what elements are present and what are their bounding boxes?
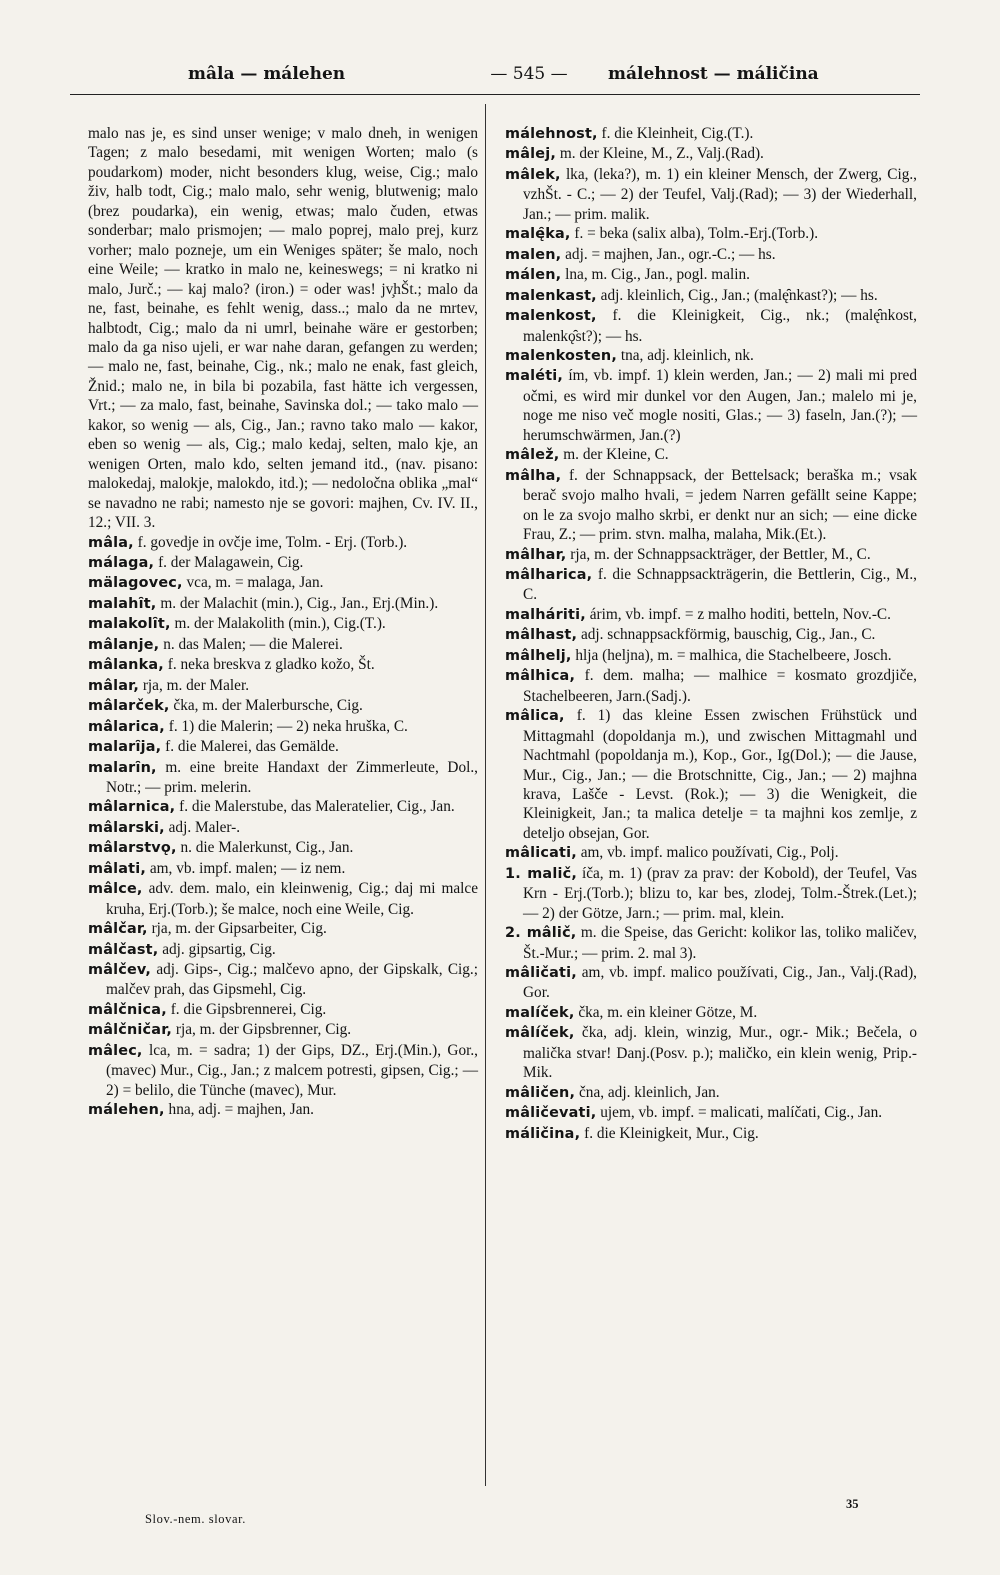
dictionary-entry (88, 614, 478, 634)
header-left-guideword: mâla — málehen (188, 64, 346, 84)
entry-definition: čka, adj. klein, winzig, Mur., ogr.- Mik.; Bečela, o malička stvar! Danj.(Posv. p.); maličko, ein klein wenig, Prip.-Mik. (523, 1024, 917, 1082)
entry-definition: f. der Schnappsack, der Bettelsack; beraška m.; vsak berač svojo malho hvali, = jedem Narren gefällt seine Kappe; on le za svojo malho skrbi, er denkt nur an sich; — eine dicke Frau, Z.; — prim. stvn. malha, malaha, Mik.(Et.). (523, 466, 917, 544)
dictionary-entry (88, 676, 478, 696)
sheet-number: 35 (846, 1497, 859, 1511)
entry-headword: mâla, (88, 534, 134, 551)
entry-headword: malíček, (505, 1004, 575, 1021)
entry-headword: mâlčev, (88, 962, 152, 979)
entry-headword: malę̑ka, (505, 226, 571, 243)
dictionary-entry (505, 224, 917, 244)
entry-definition: lca, m. = sadra; 1) der Gips, DZ., Erj.(Min.), Gor., (mavec) Mur., Cig., Jan.; z malcem potresti, gipsen, Cig.; — 2) = belilo, die Tünche (mavec), Mur. (106, 1041, 478, 1099)
entry-definition: am, vb. impf. malen; — iz nem. (149, 859, 346, 877)
dictionary-entry (505, 605, 917, 625)
dictionary-entry (505, 124, 917, 144)
entry-definition: f. = beka (salix alba), Tolm.-Erj.(Torb.). (574, 225, 819, 243)
dictionary-entry (505, 666, 917, 706)
dictionary-entry (88, 717, 478, 737)
entry-headword: málaga, (88, 554, 155, 571)
entry-definition: árim, vb. impf. = z malho hoditi, betteln, Nov.-C. (589, 605, 891, 623)
entry-definition: m. der Malachit (min.), Cig., Jan., Erj.(Min.). (160, 594, 439, 612)
entry-definition: lka, (leka?), m. 1) ein kleiner Mensch, der Zwerg, Cig., vzhŠt. - C.; — 2) der Teufel, Valj.(Rad); — 3) der Wiederhall, Jan.; — prim. malik. (523, 165, 917, 223)
dictionary-entry (88, 919, 478, 939)
dictionary-entry (505, 306, 917, 346)
entry-headword: maléti, (505, 368, 564, 385)
entry-definition: adj. Gips-, Cig.; malčevo apno, der Gipskalk, Cig.; malčev prah, das Gipsmehl, Cig. (106, 961, 478, 999)
dictionary-entry (505, 625, 917, 645)
entry-headword: malháriti, (505, 606, 586, 623)
entry-definition: ím, vb. impf. 1) klein werden, Jan.; — 2) mali mi pred očmi, es wird mir dunkel vor den Augen, Jan.; malelo mi je, noge me niso več mogle nositi, Glas.; — 3) faseln, Jan.(?); — herumschwärmen, Jan.(?) (523, 367, 917, 444)
dictionary-entry (88, 696, 478, 716)
entry-headword: mâlčničar, (88, 1022, 173, 1039)
dictionary-entry (88, 594, 478, 614)
dictionary-entry (505, 1003, 917, 1023)
entry-definition: čka, m. der Malerbursche, Cig. (173, 697, 363, 715)
entry-definition: rja, m. der Schnappsackträger, der Bettler, M., C. (570, 545, 871, 563)
dictionary-entry (88, 573, 478, 593)
dictionary-entry (505, 843, 917, 863)
dictionary-entry (88, 737, 478, 757)
entry-definition: rja, m. der Gipsarbeiter, Cig. (151, 920, 327, 938)
entry-definition: m. der Kleine, C. (563, 446, 669, 464)
entry-headword: mâlčar, (88, 921, 148, 938)
page-number: — 545 — (490, 64, 568, 84)
dictionary-entry (505, 265, 917, 285)
signature-mark: Slov.-nem. slovar. (145, 1512, 246, 1526)
entry-headword: malarȋja, (88, 739, 162, 756)
entry-headword: mâlati, (88, 860, 147, 877)
dictionary-entry (505, 366, 917, 445)
header-rule (70, 94, 920, 95)
entry-definition: f. der Malagawein, Cig. (158, 553, 304, 571)
entry-headword: 1. malič, (505, 865, 577, 882)
entry-headword: mâličevati, (505, 1105, 597, 1122)
entry-definition: lna, m. Cig., Jan., pogl. malin. (565, 266, 750, 284)
dictionary-entry (88, 960, 478, 1000)
entry-headword: málehnost, (505, 126, 598, 142)
entry-headword: málehen, (88, 1102, 165, 1119)
entry-definition: f. neka breskva z gladko kožo, Št. (167, 656, 375, 674)
dictionary-entry (88, 859, 478, 879)
entry-headword: mâlica, (505, 708, 565, 725)
entry-headword: mâlec, (88, 1042, 143, 1059)
dictionary-entry (88, 655, 478, 675)
dictionary-entry (505, 1124, 917, 1144)
dictionary-entry (505, 165, 917, 224)
entry-headword: malenkosten, (505, 347, 618, 364)
entry-definition: f. die Kleinheit, Cig.(T.). (601, 125, 754, 142)
entry-headword: mâlicati, (505, 845, 577, 862)
entry-headword: malenkast, (505, 287, 597, 304)
entry-headword: 2. mâlič, (505, 925, 577, 942)
entry-definition: hna, adj. = majhen, Jan. (168, 1101, 314, 1119)
entry-headword: mâlar, (88, 677, 139, 694)
dictionary-entry (88, 1100, 478, 1120)
entry-definition: f. govedje in ovčje ime, Tolm. - Erj. (Torb.). (137, 533, 408, 551)
entry-definition: m. der Malakolith (min.), Cig.(T.). (174, 615, 386, 633)
dictionary-entry (88, 818, 478, 838)
entry-headword: mälagovec, (88, 575, 183, 592)
entry-headword: mâlanje, (88, 636, 160, 653)
entry-headword: malen, (505, 246, 562, 263)
dictionary-entry (505, 706, 917, 843)
entry-definition: n. das Malen; — die Malerei. (163, 635, 343, 653)
entry-headword: mâlhelj, (505, 647, 572, 664)
entry-headword: mâlhica, (505, 668, 576, 685)
entry-definition: ujem, vb. impf. = malicati, malíčati, Cig., Jan. (600, 1104, 883, 1122)
dictionary-entry (88, 1000, 478, 1020)
entry-definition: íča, m. 1) (prav za prav: der Kobold), der Teufel, Vas Krn - Erj.(Torb.); blizu to, kar bes, zlodej, Tolm.-Štrek.(Let.); — 2) der Götze, Jarn.; — prim. mal, klein. (523, 864, 918, 922)
dictionary-entry (505, 286, 917, 306)
entry-definition: rja, m. der Gipsbrenner, Cig. (175, 1021, 352, 1039)
header-right-guideword: málehnost — máličina (608, 64, 819, 84)
dictionary-entry (88, 124, 478, 533)
dictionary-entry (88, 553, 478, 573)
entry-headword: mâlčast, (88, 941, 159, 958)
entry-headword: mâlce, (88, 881, 143, 898)
entry-definition: adj. schnappsackförmig, bauschig, Cig., Jan., C. (580, 626, 876, 644)
dictionary-entry (505, 1083, 917, 1103)
dictionary-entry (505, 565, 917, 605)
dictionary-entry (505, 923, 917, 963)
entry-headword: malakolȋt, (88, 616, 171, 633)
entry-headword: mâlej, (505, 146, 556, 163)
entry-definition: hlja (heljna), m. = malhica, die Stachelbeere, Josch. (575, 646, 892, 664)
dictionary-entry (88, 635, 478, 655)
dictionary-entry (88, 940, 478, 960)
entry-headword: mâlhast, (505, 627, 578, 644)
entry-headword: mâličati, (505, 965, 577, 982)
entry-definition: adj. = majhen, Jan., ogr.-C.; — hs. (565, 245, 776, 263)
entry-definition: f. 1) die Malerin; — 2) neka hruška, C. (168, 717, 408, 735)
entry-definition: f. die Schnappsackträgerin, die Bettlerin, Cig., M., C. (523, 565, 917, 604)
dictionary-entry (505, 144, 917, 164)
entry-headword: malarȋn, (88, 759, 157, 776)
entry-definition: adv. dem. malo, ein kleinwenig, Cig.; daj mi malce kruha, Erj.(Torb.); še malce, noch eine Weile, Cig. (106, 880, 479, 918)
dictionary-entry (88, 1041, 478, 1100)
entry-definition: adj. kleinlich, Cig., Jan.; (malę̑nkast?); — hs. (600, 286, 878, 304)
entry-headword: mâlež, (505, 447, 560, 464)
entry-headword: mâlčnica, (88, 1001, 167, 1018)
entry-headword: mâlarica, (88, 718, 165, 735)
dictionary-entry (505, 466, 917, 545)
dictionary-entry (505, 545, 917, 565)
entry-definition: f. die Kleinigkeit, Cig., nk.; (malę̑nkost, malenkǫ̑st?); — hs. (523, 307, 917, 345)
entry-headword: mâlha, (505, 467, 562, 484)
dictionary-entry (505, 963, 917, 1003)
dictionary-entry (88, 1020, 478, 1040)
column-divider (485, 104, 486, 1486)
entry-headword: mâlarnica, (88, 799, 176, 816)
entry-definition: rja, m. der Maler. (142, 676, 250, 694)
entry-headword: máličina, (505, 1125, 581, 1142)
entry-headword: mâlek, (505, 166, 561, 183)
dictionary-entry (88, 533, 478, 553)
entry-headword: mâlanka, (88, 657, 164, 674)
dictionary-entry (505, 1023, 917, 1082)
entry-definition: adj. gipsartig, Cig. (162, 940, 276, 958)
dictionary-entry (88, 758, 478, 798)
entry-headword: mâličen, (505, 1084, 576, 1101)
entry-definition: f. 1) das kleine Essen zwischen Frühstück und Mittagmahl (dopoldanja m.), und zwischen Mittagmahl und Nachtmahl (popoldanja m.), Kop., Gor., Ig(Dol.); — die Jause, Mur., Cig., Jan.; — die Brotschnitte, Cig., Jan.; — 2) majhna krava, Lašče - Levst. (Rok.); — 3) die Wenigkeit, die Kleinigkeit, Jan.; ta malica detelje = ta majhni kos zemlje, z deteljo obsejan, Gor. (523, 707, 918, 842)
entry-definition: am, vb. impf. malico používati, Cig., Polj. (580, 844, 839, 862)
right-column (505, 124, 917, 1144)
page-header (70, 58, 920, 92)
entry-headword: malenkost, (505, 308, 597, 325)
dictionary-entry (505, 1103, 917, 1123)
entry-definition: f. dem. malha; — malhice = kosmato grozdjiče, Stachelbeeren, Jarn.(Sadj.). (523, 667, 917, 705)
entry-definition: am, vb. impf. malico používati, Cig., Jan., Valj.(Rad), Gor. (523, 964, 917, 1002)
entry-headword: malahȋt, (88, 595, 157, 612)
entry-definition: f. die Malerei, das Gemälde. (165, 738, 339, 756)
entry-definition: n. die Malerkunst, Cig., Jan. (180, 839, 354, 857)
entry-headword: mâlíček, (505, 1025, 575, 1042)
entry-definition: tna, adj. kleinlich, nk. (620, 346, 754, 364)
dictionary-entry (505, 646, 917, 666)
dictionary-entry (88, 797, 478, 817)
entry-headword: mâlarski, (88, 819, 165, 836)
entry-definition: m. die Speise, das Gericht: kolikor las, toliko maličev, Št.-Mur.; — prim. 2. mal 3). (523, 924, 917, 962)
entry-definition: čka, m. ein kleiner Götze, M. (578, 1003, 758, 1021)
dictionary-entry (505, 346, 917, 366)
dictionary-entry (505, 245, 917, 265)
entry-headword: mâlarček, (88, 698, 170, 715)
left-column (88, 124, 478, 1121)
entry-headword: mâlhar, (505, 546, 567, 563)
entry-definition: f. die Gipsbrennerei, Cig. (170, 1000, 327, 1018)
dictionary-entry (88, 838, 478, 858)
entry-definition: m. der Kleine, M., Z., Valj.(Rad). (559, 145, 764, 163)
dictionary-entry (505, 445, 917, 465)
entry-definition: f. die Malerstube, das Maleratelier, Cig., Jan. (179, 798, 455, 816)
entry-definition: adj. Maler-. (168, 818, 241, 836)
entry-definition: čna, adj. kleinlich, Jan. (579, 1083, 720, 1101)
dictionary-entry (505, 864, 917, 923)
entry-headword: málen, (505, 267, 562, 284)
entry-definition: m. eine breite Handaxt der Zimmerleute, Dol., Notr.; — prim. melerin. (106, 758, 479, 796)
entry-headword: mâlharica, (505, 566, 593, 583)
entry-definition: vca, m. = malaga, Jan. (186, 574, 324, 592)
entry-headword: mâlarstvǫ, (88, 840, 177, 857)
dictionary-entry (88, 879, 478, 919)
entry-definition: malo nas je, es sind unser wenige; v malo dneh, in wenigen Tagen; z malo besedami, mit wenigen Worten; malo (s poudarkom) moder, nicht besonders klug, weise, Cig.; malo živ, halb todt, Cig.; malo malo, sehr wenig, blutwenig; malo (brez poudarka), ein wenig, etwas; malo čuden, etwas sonderbar; malo prismojen; — malo poprej, malo prej, kurz vorher; malo pozneje, um ein Weniges später; še malo, noch eine Weile; — kratko in malo ne, keineswegs; = ni kratko ni malo, Jurč.; — kaj malo? (iron.) = oder was! jv̧hŠt.; malo da ne, fast, beinahe, es fehlt wenig, dass..; malo da ne mrtev, halbtodt, Cig.; malo da ni umrl, beinahe wäre er gestorben; malo da ga niso ujeli, er war nahe daran, gefangen zu werden; — malo ne, fast, beinahe, Cig., nk.; malo ne enak, fast gleich, Žnid.; malo ne, in bila bi pozabila, fast hätte ich vergessen, Vrt.; — za malo, fast, beinahe, Savinska dol.; — tako malo — kakor, so wenig — als, Cig., Jan.; ravno tako malo — kakor, eben so wenig — als, Cig.; malo kedaj, selten, malo kje, an wenigen Orten, malo kdo, selten jemand itd., (nav. pisano: malokedaj, malokje, malokdo, itd.); — nedoločna oblika „mal“ se navadno ne rabi; namesto nje se govori: majhen, Cv. IV. II., 12.; VII. 3. (88, 125, 478, 532)
entry-definition: f. die Kleinigkeit, Mur., Cig. (584, 1124, 759, 1142)
